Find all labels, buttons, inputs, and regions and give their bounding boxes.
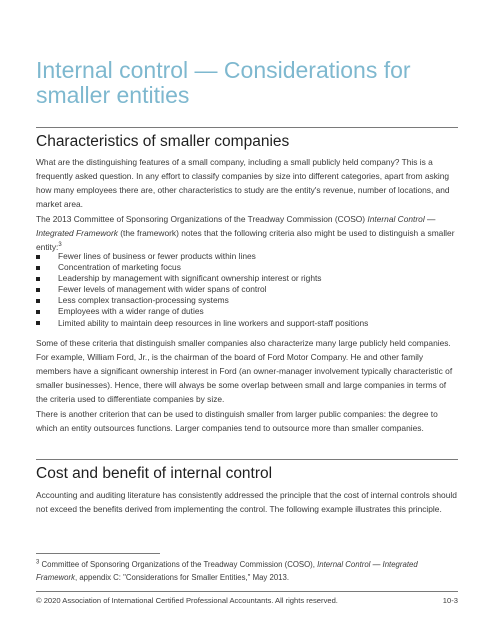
footnote-text-b: , appendix C: "Considerations for Smaller Entities," May 2013. bbox=[75, 573, 289, 582]
page-title-line-1: Internal control — Considerations for bbox=[36, 57, 411, 83]
square-bullet-icon bbox=[36, 299, 40, 303]
list-item-text: Employees with a wider range of duties bbox=[58, 306, 204, 317]
footnote bbox=[36, 558, 460, 584]
paragraph-coso bbox=[36, 212, 460, 254]
footer-divider bbox=[36, 591, 458, 592]
page-title bbox=[36, 58, 456, 108]
list-item bbox=[36, 262, 460, 273]
list-item-text: Fewer lines of business or fewer products within lines bbox=[58, 251, 256, 261]
paragraph-cost-benefit: Accounting and auditing literature has consistently addressed the principle that the cost of internal controls should not exceed the benefits derived from implementing the control. The following example illustrates this principle. bbox=[36, 490, 457, 514]
list-item bbox=[36, 251, 460, 262]
paragraph-coso-text-a: The 2013 Committee of Sponsoring Organizations of the Treadway Commission (COSO) bbox=[36, 214, 368, 224]
square-bullet-icon bbox=[36, 266, 40, 270]
square-bullet-icon bbox=[36, 288, 40, 292]
list-item-text: Less complex transaction-processing systems bbox=[58, 295, 229, 306]
section-heading-cost-benefit: Cost and benefit of internal control bbox=[36, 465, 273, 482]
footnote-divider bbox=[36, 553, 160, 554]
list-item-text: Concentration of marketing focus bbox=[58, 262, 181, 273]
footnote-italic-title: Internal Control — Integrated Framework bbox=[36, 560, 418, 582]
framework-title-italic: Internal Control — Integrated Framework bbox=[36, 214, 436, 238]
paragraph-intro: What are the distinguishing features of a small company, including a small publicly held company? This is a frequently asked question. In any effort to classify companies by size into different categories, apart from asking how many employees there are, other characteristics to study are the entity's revenue, number of locations, and market area. bbox=[36, 157, 450, 209]
square-bullet-icon bbox=[36, 321, 40, 325]
list-item bbox=[36, 273, 460, 284]
paragraph-ford-example: Some of these criteria that distinguish smaller companies also characterize many large publicly held companies. For example, William Ford, Jr., is the chairman of the board of Ford Motor Company. He and other family members have a significant ownership interest in Ford (an owner-manager involvement typically characteristic of smaller businesses). Hence, there will always be some overlap between small and large companies in terms of the criteria used to differentiate companies by size. bbox=[36, 338, 453, 404]
section-divider bbox=[36, 459, 458, 460]
list-item bbox=[36, 318, 460, 329]
list-item-text: Limited ability to maintain deep resources in line workers and support-staff positions bbox=[58, 317, 369, 328]
footer-copyright: © 2020 Association of International Certified Professional Accountants. All rights reserved. bbox=[36, 596, 338, 605]
criteria-list bbox=[36, 251, 460, 329]
paragraph-outsourcing: There is another criterion that can be used to distinguish smaller from larger public companies: the degree to which an entity outsources functions. Larger companies tend to outsource more than smaller companies. bbox=[36, 409, 438, 433]
list-item-text: Leadership by management with significant ownership interest or rights bbox=[58, 273, 322, 284]
list-item-text: Fewer levels of management with wider spans of control bbox=[58, 284, 267, 295]
square-bullet-icon bbox=[36, 277, 40, 281]
square-bullet-icon bbox=[36, 310, 40, 314]
footnote-text-a: Committee of Sponsoring Organizations of the Treadway Commission (COSO), bbox=[39, 560, 318, 569]
paragraph-coso-text-b: (the framework) notes that the following criteria also might be used to distinguish a smaller entity: bbox=[36, 228, 455, 252]
list-item bbox=[36, 295, 460, 306]
page-number: 10-3 bbox=[442, 596, 458, 605]
section-heading-characteristics: Characteristics of smaller companies bbox=[36, 133, 290, 150]
footnote-ref: 3 bbox=[58, 242, 62, 249]
list-item bbox=[36, 284, 460, 295]
page-title-line-2: smaller entities bbox=[36, 82, 190, 108]
footnote-number: 3 bbox=[36, 559, 40, 566]
section-divider bbox=[36, 127, 458, 128]
list-item bbox=[36, 306, 460, 317]
square-bullet-icon bbox=[36, 255, 40, 259]
